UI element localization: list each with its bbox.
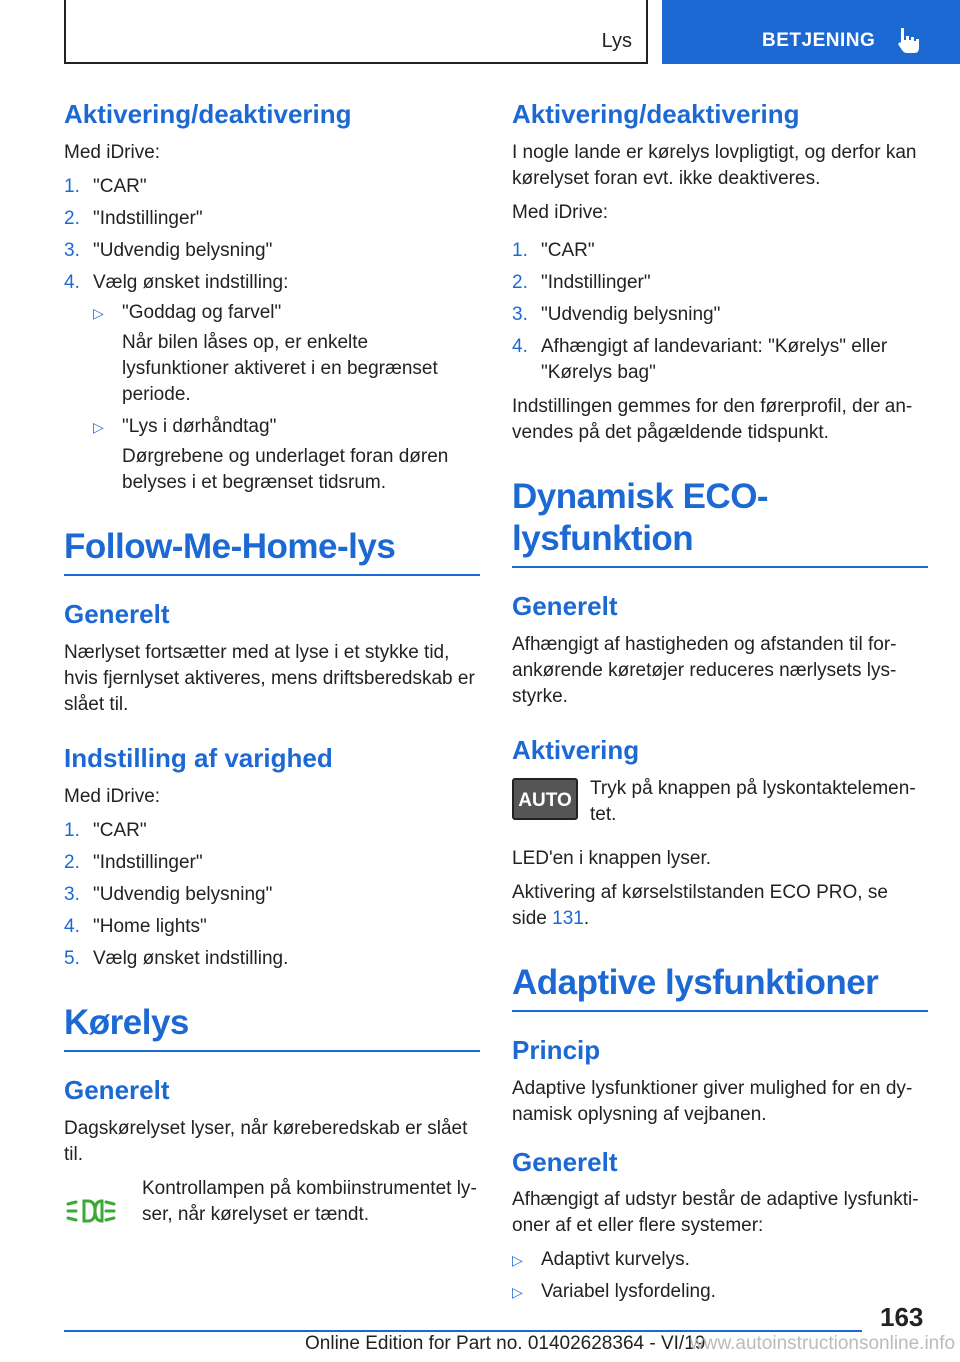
step-number: 2. bbox=[64, 851, 80, 873]
list-item bbox=[512, 1247, 928, 1273]
right-column bbox=[512, 100, 928, 1311]
section-title: Aktivering/deaktivering bbox=[64, 99, 352, 129]
section-title: Princip bbox=[512, 1034, 601, 1065]
triangle-bullet-icon: ▷ bbox=[512, 1252, 523, 1269]
list-item bbox=[64, 206, 480, 232]
section-title: Generelt bbox=[64, 1074, 170, 1105]
chapter-title: Follow-Me-Home-lys bbox=[64, 526, 396, 566]
list-item bbox=[512, 1279, 928, 1305]
list-item bbox=[512, 270, 928, 296]
auto-button-icon bbox=[512, 778, 578, 820]
chapter-title: Kørelys bbox=[64, 1002, 189, 1042]
body-text: I nogle lande er kørelys lovpligtigt, og derfor kan kørelyset foran evt. ikke deaktiveres. bbox=[512, 141, 917, 189]
list-item bbox=[64, 270, 480, 496]
step-number: 3. bbox=[64, 239, 80, 261]
indicator-text: Kontrollampen på kombiinstrumentet lyser, når kørelyset er tændt. bbox=[142, 1177, 477, 1225]
header-section-title: Lys bbox=[601, 30, 632, 52]
step-number: 3. bbox=[512, 303, 528, 325]
eco-text: Aktivering af kørselstilstanden ECO PRO, se side bbox=[512, 881, 888, 929]
list-item bbox=[512, 334, 928, 386]
section-title: Generelt bbox=[512, 1146, 618, 1177]
footer-divider bbox=[64, 1330, 862, 1332]
chapter-title: Dynamisk ECO-lysfunktion bbox=[512, 476, 769, 558]
daytime-running-light-icon bbox=[64, 1178, 118, 1238]
step-text: Vælg ønsket indstilling: bbox=[93, 271, 289, 293]
step-number: 4. bbox=[64, 271, 80, 293]
step-number: 1. bbox=[64, 819, 80, 841]
body-text: Afhængigt af udstyr består de adaptive lysfunktioner af et eller flere systemer: bbox=[512, 1189, 919, 1237]
header-chapter-title: BETJENING bbox=[762, 30, 876, 51]
section-title: Generelt bbox=[512, 590, 618, 621]
step-text: "Indstillinger" bbox=[93, 207, 203, 229]
footer-watermark: www.autoinstructionsonline.info bbox=[690, 1333, 956, 1354]
list-item bbox=[64, 946, 480, 972]
section-title: Generelt bbox=[64, 598, 170, 629]
step-number: 4. bbox=[512, 335, 528, 357]
step-number: 5. bbox=[64, 947, 80, 969]
list-item bbox=[512, 238, 928, 264]
auto-button-label: AUTO bbox=[518, 789, 572, 811]
step-number: 4. bbox=[64, 915, 80, 937]
chapter-heading bbox=[512, 476, 928, 568]
step-text: "Udvendig belysning" bbox=[541, 303, 721, 325]
step-text: "CAR" bbox=[541, 239, 595, 261]
eco-text-end: . bbox=[583, 907, 590, 929]
step-number: 3. bbox=[64, 883, 80, 905]
step-text: "Indstillinger" bbox=[541, 271, 651, 293]
body-text: Afhængigt af hastigheden og afstanden til forankørende køretøjer reduceres nærlysets lysstyrke. bbox=[512, 633, 897, 707]
section-title: Indstilling af varighed bbox=[64, 742, 333, 773]
triangle-bullet-icon: ▷ bbox=[93, 304, 104, 321]
intro-text: Med iDrive: bbox=[512, 201, 609, 223]
intro-text: Med iDrive: bbox=[64, 785, 161, 807]
body-text bbox=[512, 880, 928, 932]
left-column bbox=[64, 100, 480, 1246]
chapter-heading bbox=[64, 1002, 480, 1052]
body-text: LED'en i knappen lyser. bbox=[512, 847, 712, 869]
chapter-heading bbox=[512, 962, 928, 1012]
item-text: Variabel lysfordeling. bbox=[541, 1281, 716, 1303]
step-text: "Udvendig belysning" bbox=[93, 239, 273, 261]
body-text: Dagskørelyset lyser, når køreberedskab er slået til. bbox=[64, 1117, 468, 1165]
step-text: Afhængigt af landevariant: "Kørelys" eller "Kørelys bag" bbox=[541, 335, 888, 383]
step-number: 2. bbox=[512, 271, 528, 293]
section-title: Aktivering bbox=[512, 734, 640, 765]
step-text: "Home lights" bbox=[93, 915, 207, 937]
options-list bbox=[93, 300, 480, 496]
triangle-bullet-icon: ▷ bbox=[512, 1284, 523, 1301]
systems-list bbox=[512, 1247, 928, 1305]
page-link[interactable]: 131 bbox=[552, 907, 584, 929]
header-chapter-tab bbox=[662, 0, 960, 64]
intro-text: Med iDrive: bbox=[64, 141, 161, 163]
list-item bbox=[93, 414, 480, 496]
step-text: Vælg ønsket indstilling. bbox=[93, 947, 289, 969]
body-text: Adaptive lysfunktioner giver mulighed for en dynamisk oplysning af vejbanen. bbox=[512, 1077, 913, 1125]
body-text: Indstillingen gemmes for den førerprofil, der anvendes på det pågældende tidspunkt. bbox=[512, 395, 913, 443]
triangle-bullet-icon: ▷ bbox=[93, 418, 104, 435]
footer-edition: Online Edition for Part no. 01402628364 - VI/19 bbox=[305, 1333, 706, 1354]
header-section-box bbox=[64, 0, 648, 64]
chapter-heading bbox=[64, 526, 480, 576]
option-description: Dørgrebene og underlaget foran døren belyses i et begrænset tidsrum. bbox=[122, 445, 449, 493]
list-item bbox=[64, 882, 480, 908]
list-item bbox=[512, 302, 928, 328]
item-text: Adaptivt kurvelys. bbox=[541, 1249, 690, 1271]
hand-pointer-icon bbox=[894, 24, 926, 56]
option-description: Når bilen låses op, er enkelte lysfunktioner aktiveret i en begrænset periode. bbox=[122, 331, 438, 405]
chapter-title: Adaptive lysfunktioner bbox=[512, 962, 879, 1002]
step-text: "CAR" bbox=[93, 175, 147, 197]
auto-button-text: Tryk på knappen på lyskontaktelementet. bbox=[590, 777, 916, 825]
list-item bbox=[64, 818, 480, 844]
indicator-note bbox=[64, 1176, 480, 1246]
list-item bbox=[64, 914, 480, 940]
steps-list bbox=[512, 238, 928, 386]
step-text: "CAR" bbox=[93, 819, 147, 841]
steps-list bbox=[64, 818, 480, 972]
auto-button-note bbox=[512, 776, 928, 846]
list-item bbox=[64, 850, 480, 876]
body-text: Nærlyset fortsætter med at lyse i et stykke tid, hvis fjernlyset aktiveres, mens driftsberedskab er slået til. bbox=[64, 641, 475, 715]
steps-list bbox=[64, 174, 480, 496]
list-item bbox=[64, 174, 480, 200]
step-number: 1. bbox=[64, 175, 80, 197]
step-text: "Udvendig belysning" bbox=[93, 883, 273, 905]
list-item bbox=[93, 300, 480, 408]
section-title: Aktivering/deaktivering bbox=[512, 99, 800, 129]
page-number: 163 bbox=[880, 1302, 924, 1332]
option-label: "Lys i dørhåndtag" bbox=[122, 415, 277, 437]
step-number: 1. bbox=[512, 239, 528, 261]
option-label: "Goddag og farvel" bbox=[122, 301, 282, 323]
step-text: "Indstillinger" bbox=[93, 851, 203, 873]
step-number: 2. bbox=[64, 207, 80, 229]
list-item bbox=[64, 238, 480, 264]
